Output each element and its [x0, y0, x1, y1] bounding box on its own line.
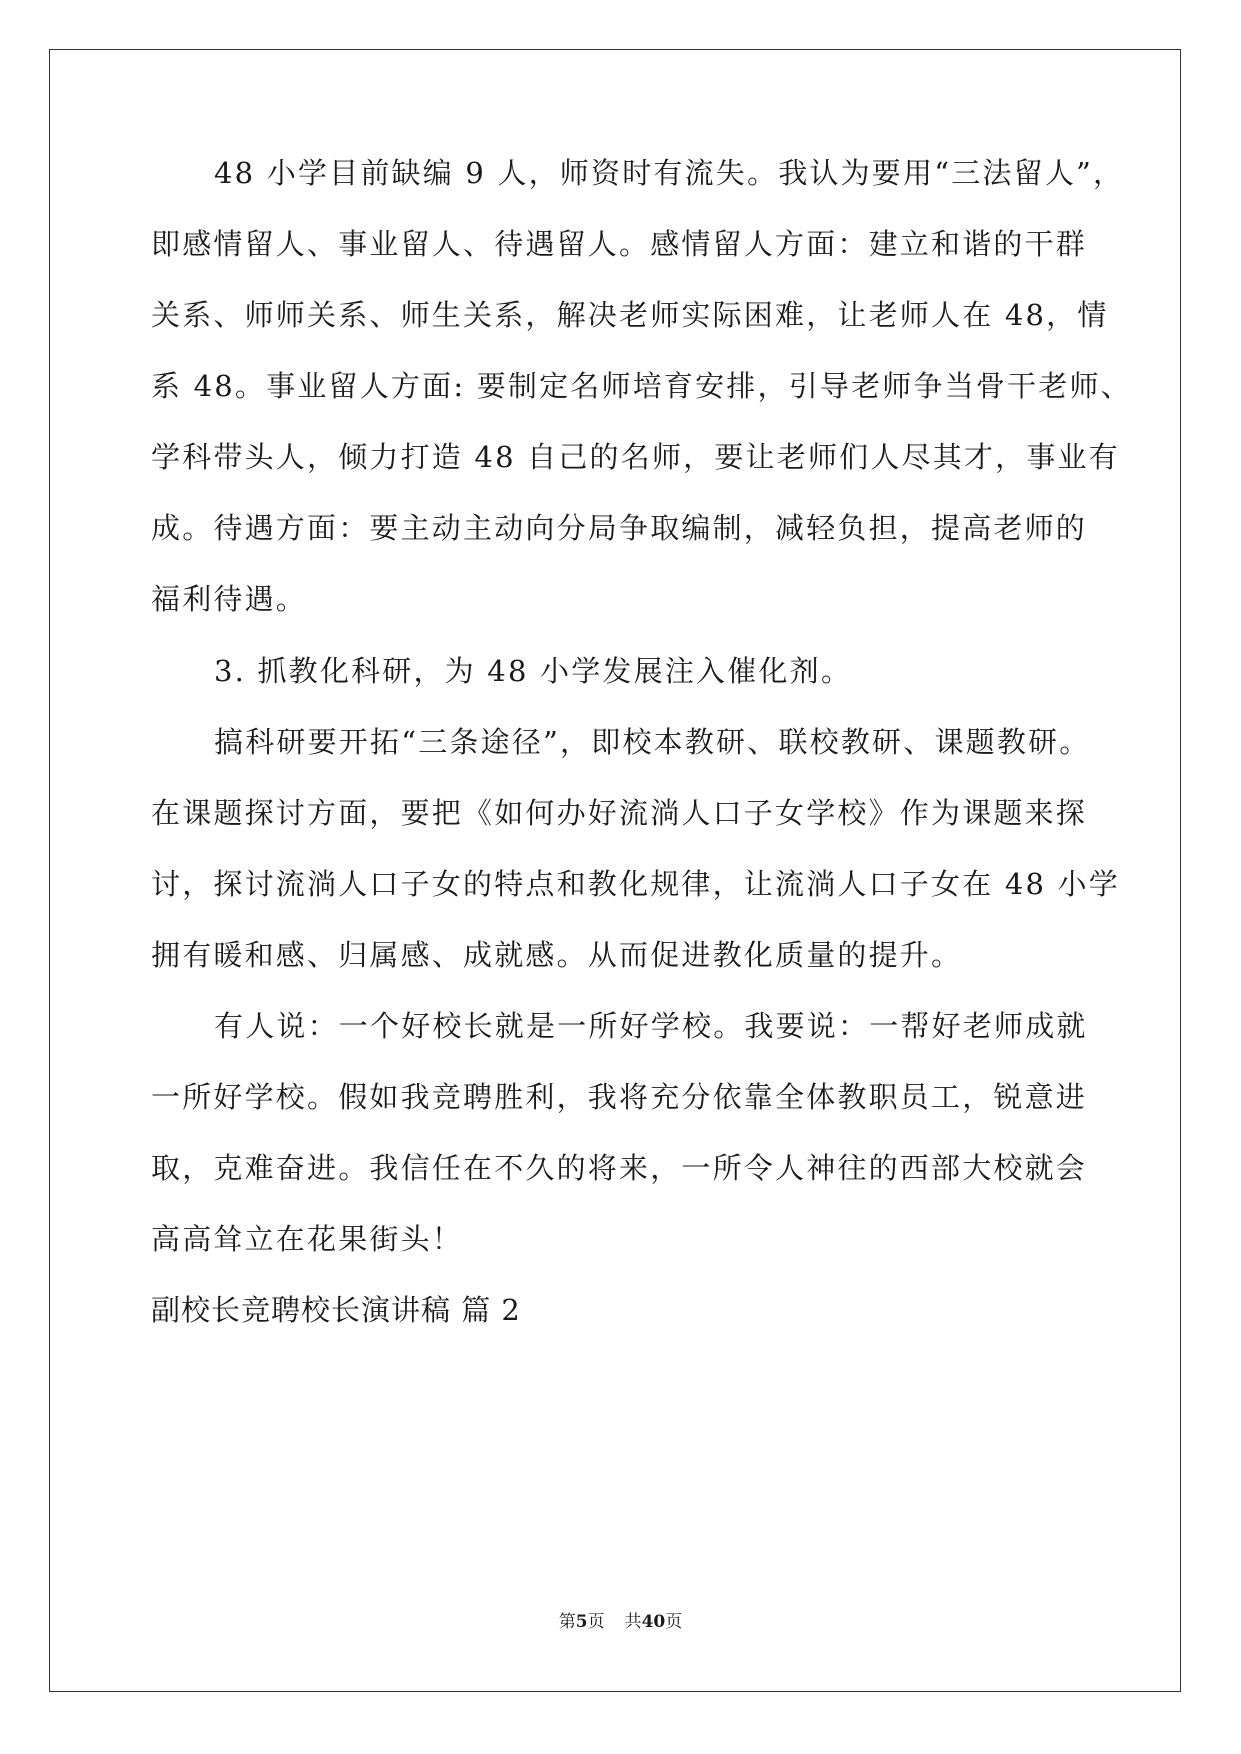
paragraph-line: 搞科研要开拓“三条途径”，即校本教研、联校教研、课题教研。 [214, 725, 1091, 759]
paragraph-line: 即感情留人、事业留人、待遇留人。感情留人方面：建立和谐的干群 [151, 227, 1088, 261]
paragraph-line: 关系、师师关系、师生关系，解决老师实际困难，让老师人在 48，情 [151, 298, 1109, 332]
page-suffix: 页 [587, 1612, 605, 1632]
paragraph-line: 讨，探讨流淌人口子女的特点和教化规律，让流淌人口子女在 48 小学 [151, 867, 1120, 901]
list-item-heading: 3. 抓教化科研，为 48 小学发展注入催化剂。 [214, 654, 853, 688]
paragraph-line: 拥有暖和感、归属感、成就感。从而促进教化质量的提升。 [151, 938, 963, 972]
page-total: 40 [641, 1612, 666, 1632]
paragraph-line: 有人说：一个好校长就是一所好学校。我要说：一帮好老师成就 [214, 1009, 1088, 1043]
section-title: 副校长竞聘校长演讲稿 篇 2 [151, 1293, 521, 1327]
paragraph-line: 学科带头人，倾力打造 48 自己的名师，要让老师们人尽其才，事业有 [151, 440, 1120, 474]
paragraph-line: 一所好学校。假如我竞聘胜利，我将充分依靠全体教职员工，锐意进 [151, 1080, 1088, 1114]
paragraph-line: 取，克难奋进。我信任在不久的将来，一所令人神往的西部大校就会 [151, 1151, 1088, 1185]
total-suffix: 页 [665, 1612, 683, 1632]
page-footer [0, 1611, 1241, 1633]
paragraph-line: 成。待遇方面：要主动主动向分局争取编制，减轻负担，提高老师的 [151, 511, 1088, 545]
paragraph-line: 高高耸立在花果街头！ [151, 1222, 464, 1256]
paragraph-line: 系 48。事业留人方面: 要制定名师培育安排，引导老师争当骨干老师、 [151, 369, 1132, 403]
total-prefix: 共 [624, 1612, 642, 1632]
paragraph-line: 福利待遇。 [151, 582, 308, 616]
paragraph-line: 48 小学目前缺编 9 人，师资时有流失。我认为要用“三法留人”， [214, 156, 1125, 190]
page-prefix: 第 [558, 1612, 576, 1632]
page-current: 5 [575, 1612, 588, 1632]
paragraph-line: 在课题探讨方面，要把《如何办好流淌人口子女学校》作为课题来探 [151, 796, 1088, 830]
